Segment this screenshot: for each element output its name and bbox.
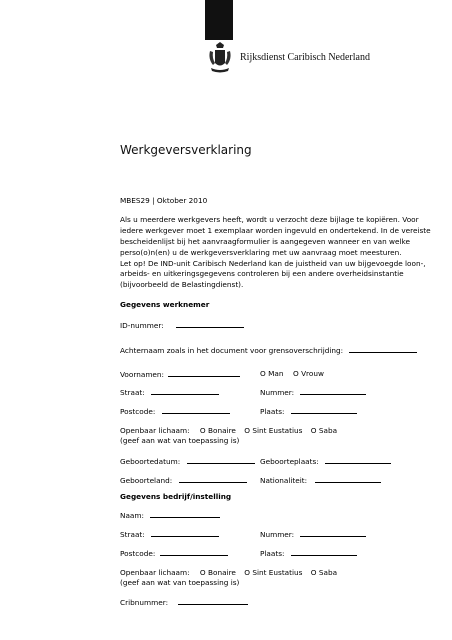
company-postcode-row xyxy=(120,548,228,560)
company-statia-radio[interactable]: O Sint Eustatius xyxy=(244,568,303,577)
postcode-field[interactable] xyxy=(162,406,230,414)
nationality-label: Nationaliteit: xyxy=(260,476,308,485)
postcode-label: Postcode: xyxy=(120,407,156,416)
coat-of-arms-icon xyxy=(206,41,234,77)
crib-number-field[interactable] xyxy=(178,597,248,605)
birthdate-row xyxy=(120,456,255,468)
company-number-field[interactable] xyxy=(300,529,366,537)
company-street-label: Straat: xyxy=(120,530,145,539)
number-label: Nummer: xyxy=(260,388,295,397)
birthdate-field[interactable] xyxy=(187,456,255,464)
logo-bar xyxy=(205,0,233,40)
company-number-row xyxy=(260,529,366,541)
street-label: Straat: xyxy=(120,388,145,397)
intro-line: bescheidenlijst bij het aanvraagformulier is aangegeven wanneer en van welke xyxy=(120,237,410,246)
birthplace-row xyxy=(260,456,391,468)
street-field[interactable] xyxy=(151,387,219,395)
crib-number-row xyxy=(120,597,248,609)
section-heading-employee: Gegevens werknemer xyxy=(120,300,210,309)
public-body-statia-radio[interactable]: O Sint Eustatius xyxy=(244,426,303,435)
intro-line: (bijvoorbeeld de Belastingdienst). xyxy=(120,280,244,289)
id-number-label: ID-nummer: xyxy=(120,321,164,330)
intro-line: Als u meerdere werkgevers heeft, wordt u verzocht deze bijlage te kopiëren. Voor xyxy=(120,215,419,224)
nationality-row xyxy=(260,475,381,487)
public-body-saba-radio[interactable]: O Saba xyxy=(310,426,338,435)
company-place-label: Plaats: xyxy=(260,549,285,558)
intro-line: perso(o)n(en) u de werkgeversverklaring met uw aanvraag moet meesturen. xyxy=(120,248,402,257)
company-place-row xyxy=(260,548,357,560)
birthcountry-label: Geboorteland: xyxy=(120,476,173,485)
street-row xyxy=(120,387,219,399)
surname-label: Achternaam zoals in het document voor grensoverschrijding: xyxy=(120,346,344,355)
company-saba-radio[interactable]: O Saba xyxy=(310,568,338,577)
company-name-label: Naam: xyxy=(120,511,144,520)
company-postcode-field[interactable] xyxy=(160,548,228,556)
firstnames-field[interactable] xyxy=(168,369,240,377)
number-row xyxy=(260,387,366,399)
birthcountry-field[interactable] xyxy=(179,475,247,483)
postcode-row xyxy=(120,406,230,418)
firstnames-label: Voornamen: xyxy=(120,370,165,379)
surname-field[interactable] xyxy=(349,345,417,353)
place-field[interactable] xyxy=(291,406,357,414)
public-body-label: Openbaar lichaam: xyxy=(120,426,190,435)
intro-line: iedere werkgever moet 1 exemplaar worden ingevuld en ondertekend. In de vereiste xyxy=(120,226,431,235)
company-street-field[interactable] xyxy=(151,529,219,537)
gender-female-radio[interactable]: O Vrouw xyxy=(293,369,324,378)
place-row xyxy=(260,406,357,418)
id-number-row xyxy=(120,320,244,332)
company-bonaire-radio[interactable]: O Bonaire xyxy=(199,568,236,577)
form-code: MBES29 | Oktober 2010 xyxy=(120,196,208,205)
crib-number-label: Cribnummer: xyxy=(120,598,169,607)
intro-line: arbeids- en uitkeringsgegevens controleren bij een andere overheidsinstantie xyxy=(120,269,404,278)
firstnames-row xyxy=(120,369,240,381)
public-body-row xyxy=(120,426,337,437)
page-title: Werkgeversverklaring xyxy=(120,143,252,157)
intro-line: Let op! De IND-unit Caribisch Nederland kan de juistheid van uw bijgevoegde loon-, xyxy=(120,259,426,268)
birthplace-label: Geboorteplaats: xyxy=(260,457,319,466)
company-public-body-row xyxy=(120,568,337,579)
birthplace-field[interactable] xyxy=(325,456,391,464)
surname-row xyxy=(120,345,417,357)
company-place-field[interactable] xyxy=(291,548,357,556)
logo-text: Rijksdienst Caribisch Nederland xyxy=(240,52,370,63)
company-name-field[interactable] xyxy=(150,510,220,518)
company-number-label: Nummer: xyxy=(260,530,295,539)
section-heading-company: Gegevens bedrijf/instelling xyxy=(120,492,232,501)
company-public-body-label: Openbaar lichaam: xyxy=(120,568,190,577)
company-name-row xyxy=(120,510,220,522)
number-field[interactable] xyxy=(300,387,366,395)
company-street-row xyxy=(120,529,219,541)
gender-male-radio[interactable]: O Man xyxy=(260,369,284,378)
birthcountry-row xyxy=(120,475,247,487)
place-label: Plaats: xyxy=(260,407,285,416)
company-postcode-label: Postcode: xyxy=(120,549,156,558)
applicable-note: (geef aan wat van toepassing is) xyxy=(120,436,240,445)
public-body-bonaire-radio[interactable]: O Bonaire xyxy=(199,426,236,435)
company-applicable-note: (geef aan wat van toepassing is) xyxy=(120,578,240,587)
nationality-field[interactable] xyxy=(315,475,381,483)
id-number-field[interactable] xyxy=(176,320,244,328)
birthdate-label: Geboortedatum: xyxy=(120,457,181,466)
